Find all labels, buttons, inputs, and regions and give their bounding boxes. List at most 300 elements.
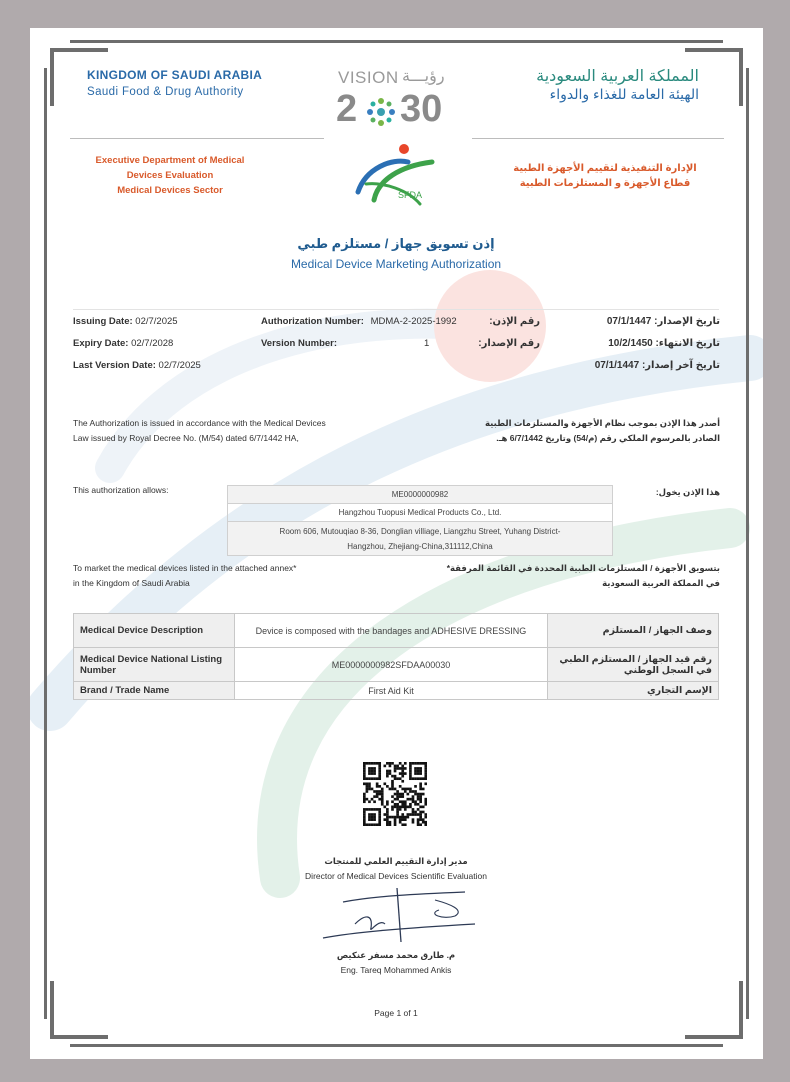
qr-module (414, 790, 417, 793)
qr-module (399, 808, 402, 811)
qr-module (412, 813, 415, 816)
qr-module (409, 803, 412, 806)
qr-module (394, 765, 397, 768)
title-ar: إذن تسويق جهاز / مستلزم طبي (297, 236, 495, 251)
qr-module (409, 767, 412, 770)
manufacturer-address: Room 606, Mutouqiao 8-36, Donglian villiage, Liangzhu Street, Yuhang District- Hangzhou, Zhejiang-China,311112,China (228, 522, 613, 556)
qr-module (404, 806, 407, 809)
qr-module (378, 798, 381, 801)
qr-module (401, 806, 404, 809)
signer-name-ar: م. طارق محمد مسفر عنكيص (336, 950, 456, 960)
qr-module (376, 793, 379, 796)
qr-module (378, 816, 381, 819)
qr-module (378, 777, 381, 780)
sfda-logo (348, 140, 438, 210)
qr-module (378, 811, 381, 814)
page-number: Page 1 of 1 (374, 1008, 418, 1018)
qr-module (389, 772, 392, 775)
qr-module (401, 770, 404, 773)
frame-corner-bottom-right (685, 981, 743, 1039)
qr-module (396, 816, 399, 819)
qr-module (412, 808, 415, 811)
qr-module (373, 795, 376, 798)
qr-module (399, 800, 402, 803)
qr-module (371, 816, 374, 819)
qr-module (419, 806, 422, 809)
table-row: Medical Device National Listing Number ME0000000982SFDAA00030 رقم قيد الجهاز / المستلزم الطبي في السجل الوطني (74, 648, 719, 682)
qr-module (371, 823, 374, 826)
qr-module (371, 798, 374, 801)
qr-module (399, 795, 402, 798)
qr-module (412, 790, 415, 793)
qr-module (396, 795, 399, 798)
qr-module (419, 777, 422, 780)
qr-module (404, 767, 407, 770)
qr-module (391, 762, 394, 765)
qr-module (419, 767, 422, 770)
qr-module (378, 767, 381, 770)
qr-module (391, 780, 394, 783)
qr-module (363, 823, 366, 826)
department-en: Executive Department of Medical Devices Evaluation Medical Devices Sector (95, 155, 245, 196)
qr-module (417, 821, 420, 824)
qr-module (407, 806, 410, 809)
qr-module (419, 785, 422, 788)
qr-module (424, 777, 427, 780)
qr-module (412, 811, 415, 814)
qr-module (394, 821, 397, 824)
qr-module (399, 785, 402, 788)
qr-module (381, 800, 384, 803)
qr-module (404, 788, 407, 791)
qr-module (412, 798, 415, 801)
qr-module (373, 813, 376, 816)
qr-module (399, 821, 402, 824)
qr-module (417, 770, 420, 773)
qr-module (424, 782, 427, 785)
table-row: Medical Device Description Device is composed with the bandages and ADHESIVE DRESSING وصف الجهاز / المستلزم (74, 614, 719, 648)
qr-module (399, 767, 402, 770)
qr-module (424, 813, 427, 816)
qr-module (378, 790, 381, 793)
qr-module (389, 816, 392, 819)
info-top-divider (73, 309, 719, 310)
qr-module (386, 818, 389, 821)
qr-module (401, 816, 404, 819)
qr-module (373, 762, 376, 765)
qr-module (363, 762, 366, 765)
qr-module (417, 793, 420, 796)
qr-module (414, 793, 417, 796)
qr-module (376, 777, 379, 780)
qr-module (363, 770, 366, 773)
qr-module (404, 823, 407, 826)
qr-module (383, 765, 386, 768)
frame-right-line (746, 68, 749, 1019)
qr-module (401, 823, 404, 826)
qr-module (417, 818, 420, 821)
qr-module (368, 777, 371, 780)
qr-module (401, 767, 404, 770)
qr-module (401, 795, 404, 798)
qr-module (401, 772, 404, 775)
qr-module (366, 788, 369, 791)
qr-module (399, 793, 402, 796)
qr-module (366, 777, 369, 780)
qr-module (376, 808, 379, 811)
qr-module (371, 762, 374, 765)
qr-module (412, 762, 415, 765)
qr-module (396, 811, 399, 814)
qr-module (389, 770, 392, 773)
qr-module (414, 770, 417, 773)
qr-module (391, 782, 394, 785)
qr-module (394, 806, 397, 809)
qr-module (386, 770, 389, 773)
qr-module (363, 811, 366, 814)
qr-module (419, 816, 422, 819)
market-text-ar: بتسويق الأجهزة / المستلزمات الطبية المحددة في القائمة المرفقة* في المملكة العربية السعودية (446, 563, 720, 588)
qr-module (368, 785, 371, 788)
svg-text:SFDA: SFDA (398, 190, 423, 200)
qr-module (371, 772, 374, 775)
qr-module (419, 762, 422, 765)
qr-module (419, 793, 422, 796)
qr-module (368, 767, 371, 770)
device-table (73, 613, 719, 700)
law-text-en: The Authorization is issued in accordance with the Medical Devices Law issued by Royal Decree No. (M/54) dated 6/7/1442 HA, (73, 418, 326, 443)
qr-module (401, 800, 404, 803)
qr-module (409, 762, 412, 765)
qr-module (373, 790, 376, 793)
header-divider-right (472, 138, 724, 139)
qr-module (376, 785, 379, 788)
qr-module (422, 806, 425, 809)
qr-module (404, 762, 407, 765)
qr-module (417, 762, 420, 765)
last-version-date-ar: تاريخ آخر إصدار: 07/1/1447 (594, 360, 720, 371)
qr-module (414, 785, 417, 788)
qr-module (381, 798, 384, 801)
qr-module (424, 775, 427, 778)
qr-module (378, 823, 381, 826)
qr-module (401, 813, 404, 816)
qr-module (368, 772, 371, 775)
qr-module (396, 808, 399, 811)
qr-module (371, 788, 374, 791)
qr-module (368, 770, 371, 773)
qr-module (368, 816, 371, 819)
table-row: Brand / Trade Name First Aid Kit الإسم التجاري (74, 682, 719, 700)
qr-module (414, 772, 417, 775)
qr-module (414, 767, 417, 770)
signer-name-en: Eng. Tareq Mohammed Ankis (340, 965, 452, 975)
qr-module (417, 803, 420, 806)
qr-module (376, 762, 379, 765)
qr-module (424, 772, 427, 775)
qr-module (419, 800, 422, 803)
qr-module (404, 816, 407, 819)
qr-module (424, 823, 427, 826)
last-version-date: Last Version Date: 02/7/2025 (73, 360, 201, 371)
header-ar-authority: الهيئة العامة للغذاء والدواء (549, 86, 699, 102)
qr-module (391, 816, 394, 819)
qr-module (366, 762, 369, 765)
qr-module (386, 808, 389, 811)
qr-module (373, 777, 376, 780)
qr-module (419, 798, 422, 801)
qr-module (407, 788, 410, 791)
qr-module (409, 777, 412, 780)
qr-module (417, 772, 420, 775)
qr-module (378, 785, 381, 788)
law-text-ar: أصدر هذا الإذن بموجب نظام الأجهزة والمستلزمات الطبية الصادر بالمرسوم الملكي رقم (م/54) وتاريخ 6/7/1442 هـ. (485, 418, 720, 443)
qr-module (381, 803, 384, 806)
qr-module (373, 823, 376, 826)
qr-module (366, 790, 369, 793)
qr-module (386, 811, 389, 814)
qr-module (414, 813, 417, 816)
qr-module (409, 765, 412, 768)
qr-module (424, 762, 427, 765)
qr-module (414, 811, 417, 814)
qr-module (371, 808, 374, 811)
qr-module (378, 772, 381, 775)
qr-module (399, 818, 402, 821)
qr-module (368, 800, 371, 803)
qr-module (394, 818, 397, 821)
qr-module (407, 816, 410, 819)
title-en: Medical Device Marketing Authorization (290, 257, 502, 271)
qr-module (391, 785, 394, 788)
qr-module (376, 823, 379, 826)
version-number-ar: رقم الإصدار: (478, 338, 540, 349)
qr-module (378, 818, 381, 821)
qr-module (419, 772, 422, 775)
qr-module (394, 788, 397, 791)
qr-module (417, 808, 420, 811)
qr-module (401, 818, 404, 821)
qr-module (373, 816, 376, 819)
qr-module (394, 803, 397, 806)
qr-module (391, 795, 394, 798)
qr-module (394, 816, 397, 819)
qr-module (363, 808, 366, 811)
qr-module (414, 803, 417, 806)
qr-module (419, 770, 422, 773)
qr-module (424, 816, 427, 819)
qr-module (409, 788, 412, 791)
qr-module (422, 788, 425, 791)
qr-module (401, 775, 404, 778)
qr-module (401, 803, 404, 806)
qr-module (417, 813, 420, 816)
qr-module (419, 818, 422, 821)
qr-module (419, 795, 422, 798)
expiry-date: Expiry Date: 02/7/2028 (73, 338, 174, 349)
qr-module (396, 806, 399, 809)
qr-module (417, 823, 420, 826)
qr-module (366, 785, 369, 788)
qr-module (363, 816, 366, 819)
manufacturer-name: Hangzhou Tuopusi Medical Products Co., Ltd. (228, 504, 613, 522)
qr-module (391, 775, 394, 778)
qr-module (407, 793, 410, 796)
qr-module (419, 813, 422, 816)
authorization-number: Authorization Number: MDMA-2-2025-1992 (261, 316, 457, 327)
allows-label-en: This authorization allows: (73, 485, 169, 495)
qr-module (414, 762, 417, 765)
qr-module (412, 821, 415, 824)
qr-module (394, 770, 397, 773)
qr-module (404, 803, 407, 806)
qr-module (409, 798, 412, 801)
qr-module (386, 800, 389, 803)
qr-module (363, 777, 366, 780)
qr-module (378, 762, 381, 765)
header-en-authority: Saudi Food & Drug Authority (87, 86, 244, 98)
qr-module (412, 795, 415, 798)
qr-module (391, 806, 394, 809)
qr-module (381, 795, 384, 798)
qr-module (404, 818, 407, 821)
qr-module (386, 823, 389, 826)
qr-module (378, 793, 381, 796)
qr-module (371, 813, 374, 816)
qr-module (363, 782, 366, 785)
version-number-value: 1 (424, 338, 430, 349)
qr-module (386, 762, 389, 765)
qr-module (419, 823, 422, 826)
qr-module (368, 813, 371, 816)
qr-module (404, 790, 407, 793)
qr-module (401, 765, 404, 768)
qr-module (389, 788, 392, 791)
qr-module (417, 777, 420, 780)
qr-module (412, 777, 415, 780)
qr-module (376, 782, 379, 785)
qr-module (422, 811, 425, 814)
qr-module (363, 795, 366, 798)
qr-module (422, 821, 425, 824)
qr-module (386, 816, 389, 819)
qr-module (412, 818, 415, 821)
qr-module (419, 788, 422, 791)
market-text-en: To market the medical devices listed in the attached annex* in the Kingdom of Saudi Arabia (73, 563, 297, 588)
qr-module (396, 793, 399, 796)
qr-module (424, 798, 427, 801)
expiry-date-ar: تاريخ الانتهاء: 10/2/1450 (608, 338, 720, 349)
qr-module (373, 772, 376, 775)
qr-module (391, 808, 394, 811)
department-ar: الإدارة التنفيذية لتقييم الأجهزة الطبية قطاع الأجهزة و المستلزمات الطبية (513, 163, 697, 189)
qr-module (378, 775, 381, 778)
qr-module (396, 790, 399, 793)
qr-module (381, 788, 384, 791)
qr-module (417, 767, 420, 770)
qr-module (409, 772, 412, 775)
qr-module (386, 813, 389, 816)
qr-module (424, 765, 427, 768)
qr-module (371, 767, 374, 770)
qr-module (378, 770, 381, 773)
qr-module (396, 767, 399, 770)
qr-module (363, 775, 366, 778)
qr-module (363, 798, 366, 801)
frame-left-line (44, 68, 47, 1019)
qr-module (394, 767, 397, 770)
qr-module (409, 770, 412, 773)
certificate-page (30, 28, 763, 1059)
qr-module (363, 793, 366, 796)
qr-module (394, 775, 397, 778)
qr-module (417, 795, 420, 798)
qr-module (407, 813, 410, 816)
qr-module (401, 780, 404, 783)
vision-2030-logo: VISION رؤيـــة 2 30 (336, 68, 445, 130)
qr-module (363, 765, 366, 768)
qr-module (419, 782, 422, 785)
qr-module (383, 813, 386, 816)
issue-date-ar: تاريخ الإصدار: 07/1/1447 (606, 316, 720, 327)
qr-module (368, 818, 371, 821)
qr-module (391, 788, 394, 791)
qr-module (366, 823, 369, 826)
qr-module (366, 782, 369, 785)
qr-module (366, 808, 369, 811)
manufacturer-table (227, 485, 613, 556)
qr-module (373, 818, 376, 821)
qr-module (378, 765, 381, 768)
qr-module (424, 803, 427, 806)
qr-module (424, 770, 427, 773)
qr-module (409, 775, 412, 778)
qr-module (368, 762, 371, 765)
signer-title-en: Director of Medical Devices Scientific Evaluation (305, 871, 487, 881)
qr-module (394, 793, 397, 796)
signature-image (315, 884, 485, 946)
qr-module (368, 808, 371, 811)
qr-module (401, 793, 404, 796)
qr-module (389, 765, 392, 768)
signer-title-ar: مدير إدارة التقييم العلمي للمنتجات (324, 856, 468, 866)
qr-module (389, 823, 392, 826)
qr-module (419, 811, 422, 814)
allows-label-ar: هذا الإذن يخول: (655, 487, 720, 497)
qr-module (386, 775, 389, 778)
qr-module (371, 777, 374, 780)
qr-module (383, 806, 386, 809)
qr-module (383, 818, 386, 821)
qr-module (404, 808, 407, 811)
qr-module (363, 772, 366, 775)
qr-module (409, 790, 412, 793)
qr-module (424, 767, 427, 770)
qr-module (391, 800, 394, 803)
header-ar-country: المملكة العربية السعودية (536, 68, 699, 85)
qr-module (396, 765, 399, 768)
qr-module (363, 813, 366, 816)
qr-module (422, 793, 425, 796)
qr-module (368, 823, 371, 826)
qr-module (422, 777, 425, 780)
qr-module (409, 813, 412, 816)
qr-module (394, 823, 397, 826)
qr-module (366, 798, 369, 801)
qr-module (424, 821, 427, 824)
qr-module (394, 777, 397, 780)
qr-module (386, 785, 389, 788)
